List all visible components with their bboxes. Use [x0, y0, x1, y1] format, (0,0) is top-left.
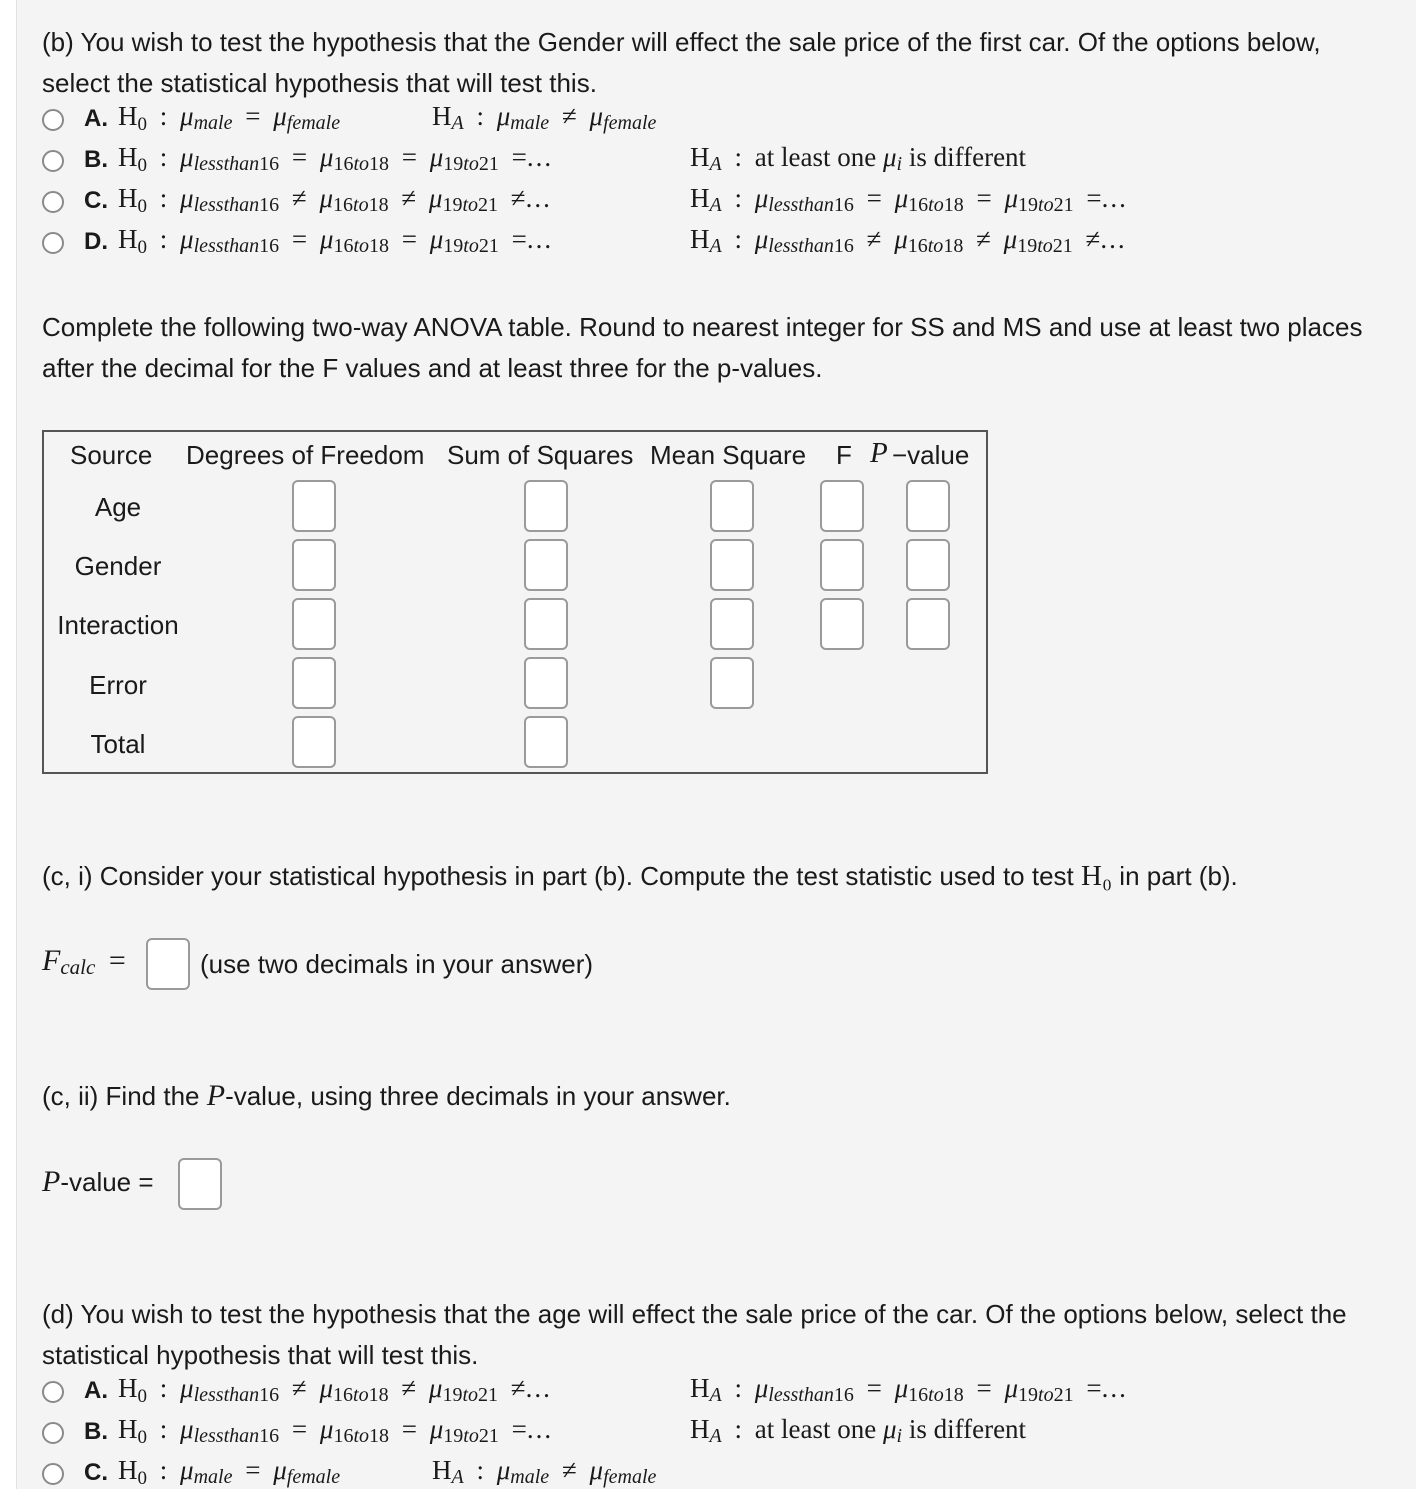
header-source: Source: [70, 440, 153, 470]
df-total-input[interactable]: [292, 716, 336, 768]
p-symbol: P: [206, 1079, 226, 1112]
alternative-hypothesis: $H_A$ : at least one $\mu_i$ is different: [690, 1414, 1027, 1447]
part-c-ii-prompt: [42, 1075, 731, 1117]
row-label-error: Error: [89, 670, 147, 700]
radio-button[interactable]: [42, 232, 64, 254]
part-b-option-b[interactable]: [42, 142, 1382, 182]
anova-table: [42, 430, 988, 774]
null-hypothesis: H0 : $\mu_{lessthan16} \ne \mu_{16to18} \ne \mu_{19to21}$ ≠...: [118, 1373, 552, 1407]
part-b-option-d[interactable]: [42, 224, 1382, 264]
p-value-label-text: -value =: [60, 1167, 154, 1197]
part-b-prompt: (b) You wish to test the hypothesis that the Gender will effect the sale price of the first car. Of the options below, select the statistical hypothesis that will test this.: [42, 27, 1321, 98]
option-letter: C.: [84, 187, 108, 214]
radio-button[interactable]: [42, 191, 64, 213]
alternative-hypothesis: $H_A$ : at least one $\mu_i$ is different: [690, 142, 1027, 175]
null-hypothesis: H0 : $\mu_{male} = \mu_{female}$: [118, 1455, 341, 1489]
alternative-hypothesis: $H_A$ : $\mu_{male} \ne \mu_{female}$: [432, 101, 657, 134]
p-age-input[interactable]: [906, 480, 950, 532]
ms-interaction-input[interactable]: [710, 598, 754, 650]
header-pvalue: −value: [892, 440, 970, 470]
ms-error-input[interactable]: [710, 657, 754, 709]
null-hypothesis: H0 : $\mu_{male} = \mu_{female}$: [118, 101, 341, 135]
header-f: F: [836, 440, 852, 470]
header-df: Degrees of Freedom: [186, 440, 425, 470]
ss-gender-input[interactable]: [524, 539, 568, 591]
ss-error-input[interactable]: [524, 657, 568, 709]
row-label-gender: Gender: [74, 551, 162, 581]
part-b-option-a[interactable]: [42, 101, 1382, 141]
p-value-input[interactable]: [178, 1158, 222, 1210]
radio-button[interactable]: [42, 1422, 64, 1444]
option-letter: D.: [84, 228, 108, 255]
df-interaction-input[interactable]: [292, 598, 336, 650]
header-ms: Mean Square: [650, 440, 807, 470]
part-c-ii-text: (c, ii) Find the: [42, 1081, 200, 1111]
p-gender-input[interactable]: [906, 539, 950, 591]
part-c-i-prompt: [42, 856, 1238, 897]
row-label-total: Total: [90, 729, 146, 759]
alternative-hypothesis: $H_A$ : $\mu_{lessthan16} = \mu_{16to18} = \mu_{19to21}$ =...: [690, 1373, 1128, 1406]
f-calc-label: Fcalc =: [42, 944, 126, 979]
anova-instructions: Complete the following two-way ANOVA table. Round to nearest integer for SS and MS and use at least two places after the decimal for the F values and at least three for the p-values.: [42, 312, 1363, 383]
part-d-option-a[interactable]: [42, 1373, 1382, 1413]
ss-total-input[interactable]: [524, 716, 568, 768]
ms-age-input[interactable]: [710, 480, 754, 532]
header-p: P: [870, 437, 888, 469]
f-gender-input[interactable]: [820, 539, 864, 591]
option-letter: B.: [84, 1418, 108, 1445]
null-hypothesis: H0 : $\mu_{lessthan16} \ne \mu_{16to18} \ne \mu_{19to21}$ ≠...: [118, 183, 552, 217]
df-age-input[interactable]: [292, 480, 336, 532]
df-error-input[interactable]: [292, 657, 336, 709]
radio-button[interactable]: [42, 150, 64, 172]
ss-age-input[interactable]: [524, 480, 568, 532]
radio-button[interactable]: [42, 1463, 64, 1485]
option-letter: A.: [84, 105, 108, 132]
p-interaction-input[interactable]: [906, 598, 950, 650]
row-label-interaction: Interaction: [57, 610, 179, 640]
p-value-label: [42, 1165, 154, 1199]
header-ss: Sum of Squares: [447, 440, 634, 470]
part-c-i-text-end: in part (b).: [1119, 861, 1238, 891]
part-c-ii-text-end: -value, using three decimals in your answer.: [225, 1081, 731, 1111]
part-c-i-text: (c, i) Consider your statistical hypothesis in part (b). Compute the test statistic used to test: [42, 861, 1074, 891]
row-label-age: Age: [94, 492, 142, 522]
option-letter: A.: [84, 1377, 108, 1404]
f-interaction-input[interactable]: [820, 598, 864, 650]
f-calc-hint: (use two decimals in your answer): [200, 949, 594, 979]
ms-gender-input[interactable]: [710, 539, 754, 591]
part-b-option-c[interactable]: [42, 183, 1382, 223]
alternative-hypothesis: $H_A$ : $\mu_{male} \ne \mu_{female}$: [432, 1455, 657, 1488]
f-calc-input[interactable]: [146, 938, 190, 990]
part-d-option-c[interactable]: [42, 1455, 1382, 1495]
f-age-input[interactable]: [820, 480, 864, 532]
p-value-symbol: P: [42, 1165, 61, 1198]
null-hypothesis: H0 : $\mu_{lessthan16} = \mu_{16to18} = \mu_{19to21}$ =...: [118, 142, 554, 176]
ss-interaction-input[interactable]: [524, 598, 568, 650]
null-hypothesis: H0 : $\mu_{lessthan16} = \mu_{16to18} = \mu_{19to21}$ =...: [118, 1414, 554, 1448]
alternative-hypothesis: $H_A$ : $\mu_{lessthan16} = \mu_{16to18} = \mu_{19to21}$ =...: [690, 183, 1128, 216]
part-d-option-b[interactable]: [42, 1414, 1382, 1454]
null-hypothesis: H0 : $\mu_{lessthan16} = \mu_{16to18} = \mu_{19to21}$ =...: [118, 224, 554, 258]
radio-button[interactable]: [42, 109, 64, 131]
option-letter: C.: [84, 1459, 108, 1486]
radio-button[interactable]: [42, 1381, 64, 1403]
option-letter: B.: [84, 146, 108, 173]
alternative-hypothesis: $H_A$ : $\mu_{lessthan16} \ne \mu_{16to18} \ne \mu_{19to21}$ ≠...: [690, 224, 1127, 257]
df-gender-input[interactable]: [292, 539, 336, 591]
h0-symbol: H₀: [1081, 860, 1113, 892]
part-d-prompt: (d) You wish to test the hypothesis that the age will effect the sale price of the car. Of the options below, select the statistical hypothesis that will test this.: [42, 1299, 1347, 1370]
